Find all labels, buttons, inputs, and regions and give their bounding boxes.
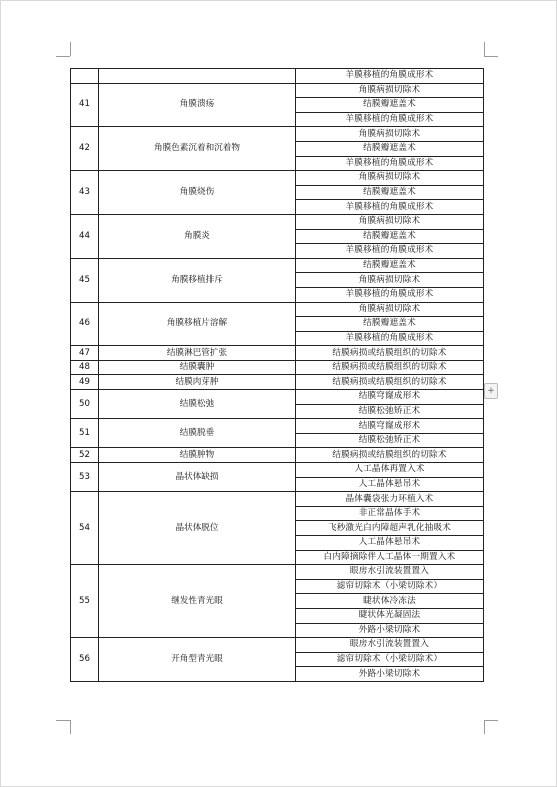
procedure-cell: 白内障摘除伴人工晶体一期置入术 <box>296 550 484 565</box>
procedure-cell: 外路小梁切除术 <box>296 623 484 638</box>
procedure-cell: 角膜病损切除术 <box>296 127 484 142</box>
procedure-cell: 羊膜移植的角膜成形术 <box>296 69 484 84</box>
procedure-cell: 结膜瓣遮盖术 <box>296 317 484 332</box>
crop-mark-bottom-left-v <box>70 720 71 734</box>
table-row <box>71 302 484 317</box>
procedure-cell: 羊膜移植的角膜成形术 <box>296 156 484 171</box>
condition-name-cell: 角膜移植片溶解 <box>99 302 296 346</box>
condition-name-cell: 结膜肿物 <box>99 448 296 463</box>
procedure-cell: 睫状体光凝固法 <box>296 608 484 623</box>
row-number-cell: 52 <box>71 448 99 463</box>
condition-name-cell: 晶状体缺损 <box>99 463 296 492</box>
procedure-cell: 结膜病损或结膜组织的切除术 <box>296 375 484 390</box>
procedure-cell: 眼房水引流装置置入 <box>296 565 484 580</box>
procedure-cell: 滤帘切除术（小梁切除术） <box>296 579 484 594</box>
procedure-cell: 羊膜移植的角膜成形术 <box>296 331 484 346</box>
procedure-cell: 结膜病损或结膜组织的切除术 <box>296 360 484 375</box>
table-row <box>71 214 484 229</box>
crop-mark-bottom-right-h <box>484 720 498 721</box>
crop-mark-top-left-v <box>70 42 71 56</box>
condition-name-cell: 结膜肉芽肿 <box>99 375 296 390</box>
table-row <box>71 419 484 434</box>
row-number-cell: 44 <box>71 214 99 258</box>
condition-name-cell: 角膜移植排斥 <box>99 258 296 302</box>
table-row <box>71 127 484 142</box>
procedure-cell: 角膜病损切除术 <box>296 83 484 98</box>
procedure-cell: 角膜病损切除术 <box>296 302 484 317</box>
table-row <box>71 69 484 84</box>
procedure-cell: 结膜病损或结膜组织的切除术 <box>296 448 484 463</box>
table-row <box>71 565 484 580</box>
procedure-cell: 非正常晶体手术 <box>296 506 484 521</box>
procedure-table <box>70 68 484 682</box>
crop-mark-bottom-right-v <box>484 720 485 734</box>
table-row <box>71 360 484 375</box>
condition-name-cell: 结膜淋巴管扩张 <box>99 346 296 361</box>
condition-name-cell: 角膜烧伤 <box>99 171 296 215</box>
procedure-cell: 羊膜移植的角膜成形术 <box>296 112 484 127</box>
procedure-cell: 结膜穹窿成形术 <box>296 390 484 405</box>
row-number-cell: 50 <box>71 390 99 419</box>
procedure-cell: 结膜瓣遮盖术 <box>296 185 484 200</box>
table-row <box>71 258 484 273</box>
table-row <box>71 492 484 507</box>
procedure-cell: 结膜瓣遮盖术 <box>296 258 484 273</box>
table-row <box>71 390 484 405</box>
condition-name-cell: 继发性青光眼 <box>99 565 296 638</box>
condition-name-cell: 晶状体脱位 <box>99 492 296 565</box>
row-number-cell: 54 <box>71 492 99 565</box>
row-number-cell: 48 <box>71 360 99 375</box>
procedure-cell: 羊膜移植的角膜成形术 <box>296 244 484 259</box>
crop-mark-top-right-h <box>484 56 498 57</box>
add-row-handle-icon[interactable]: + <box>484 383 498 399</box>
procedure-cell: 结膜瓣遮盖术 <box>296 141 484 156</box>
procedure-cell: 人工晶体悬吊术 <box>296 477 484 492</box>
procedure-cell: 结膜瓣遮盖术 <box>296 229 484 244</box>
condition-name-cell: 结膜松弛 <box>99 390 296 419</box>
procedure-cell: 外路小梁切除术 <box>296 667 484 682</box>
row-number-cell: 45 <box>71 258 99 302</box>
table-row <box>71 463 484 478</box>
row-number-cell: 55 <box>71 565 99 638</box>
row-number-cell: 46 <box>71 302 99 346</box>
procedure-cell: 晶体囊袋张力环植入术 <box>296 492 484 507</box>
condition-name-cell: 结膜脱垂 <box>99 419 296 448</box>
crop-mark-bottom-left-h <box>56 720 70 721</box>
row-number-cell <box>71 69 99 84</box>
row-number-cell: 51 <box>71 419 99 448</box>
table-row <box>71 171 484 186</box>
procedure-cell: 人工晶体悬吊术 <box>296 536 484 551</box>
procedure-cell: 滤帘切除术（小梁切除术） <box>296 652 484 667</box>
row-number-cell: 47 <box>71 346 99 361</box>
table-row <box>71 83 484 98</box>
crop-mark-top-right-v <box>484 42 485 56</box>
row-number-cell: 56 <box>71 638 99 682</box>
procedure-cell: 结膜穹窿成形术 <box>296 419 484 434</box>
row-number-cell: 43 <box>71 171 99 215</box>
condition-name-cell <box>99 69 296 84</box>
procedure-cell: 眼房水引流装置置入 <box>296 638 484 653</box>
procedure-cell: 人工晶体再置入术 <box>296 463 484 478</box>
procedure-cell: 角膜病损切除术 <box>296 171 484 186</box>
procedure-cell: 结膜松弛矫正术 <box>296 404 484 419</box>
procedure-cell: 羊膜移植的角膜成形术 <box>296 287 484 302</box>
procedure-cell: 结膜松弛矫正术 <box>296 433 484 448</box>
procedure-cell: 角膜病损切除术 <box>296 214 484 229</box>
table-row <box>71 638 484 653</box>
condition-name-cell: 开角型青光眼 <box>99 638 296 682</box>
condition-name-cell: 角膜色素沉着和沉着物 <box>99 127 296 171</box>
table-row <box>71 346 484 361</box>
row-number-cell: 42 <box>71 127 99 171</box>
table-row <box>71 375 484 390</box>
row-number-cell: 41 <box>71 83 99 127</box>
crop-mark-top-left-h <box>56 56 70 57</box>
procedure-cell: 飞秒激光白内障超声乳化抽吸术 <box>296 521 484 536</box>
procedure-cell: 羊膜移植的角膜成形术 <box>296 200 484 215</box>
table-row <box>71 448 484 463</box>
procedure-cell: 结膜病损或结膜组织的切除术 <box>296 346 484 361</box>
condition-name-cell: 角膜溃疡 <box>99 83 296 127</box>
condition-name-cell: 角膜炎 <box>99 214 296 258</box>
procedure-cell: 结膜瓣遮盖术 <box>296 98 484 113</box>
procedure-cell: 角膜病损切除术 <box>296 273 484 288</box>
condition-name-cell: 结膜囊肿 <box>99 360 296 375</box>
row-number-cell: 49 <box>71 375 99 390</box>
row-number-cell: 53 <box>71 463 99 492</box>
procedure-cell: 睫状体冷冻法 <box>296 594 484 609</box>
